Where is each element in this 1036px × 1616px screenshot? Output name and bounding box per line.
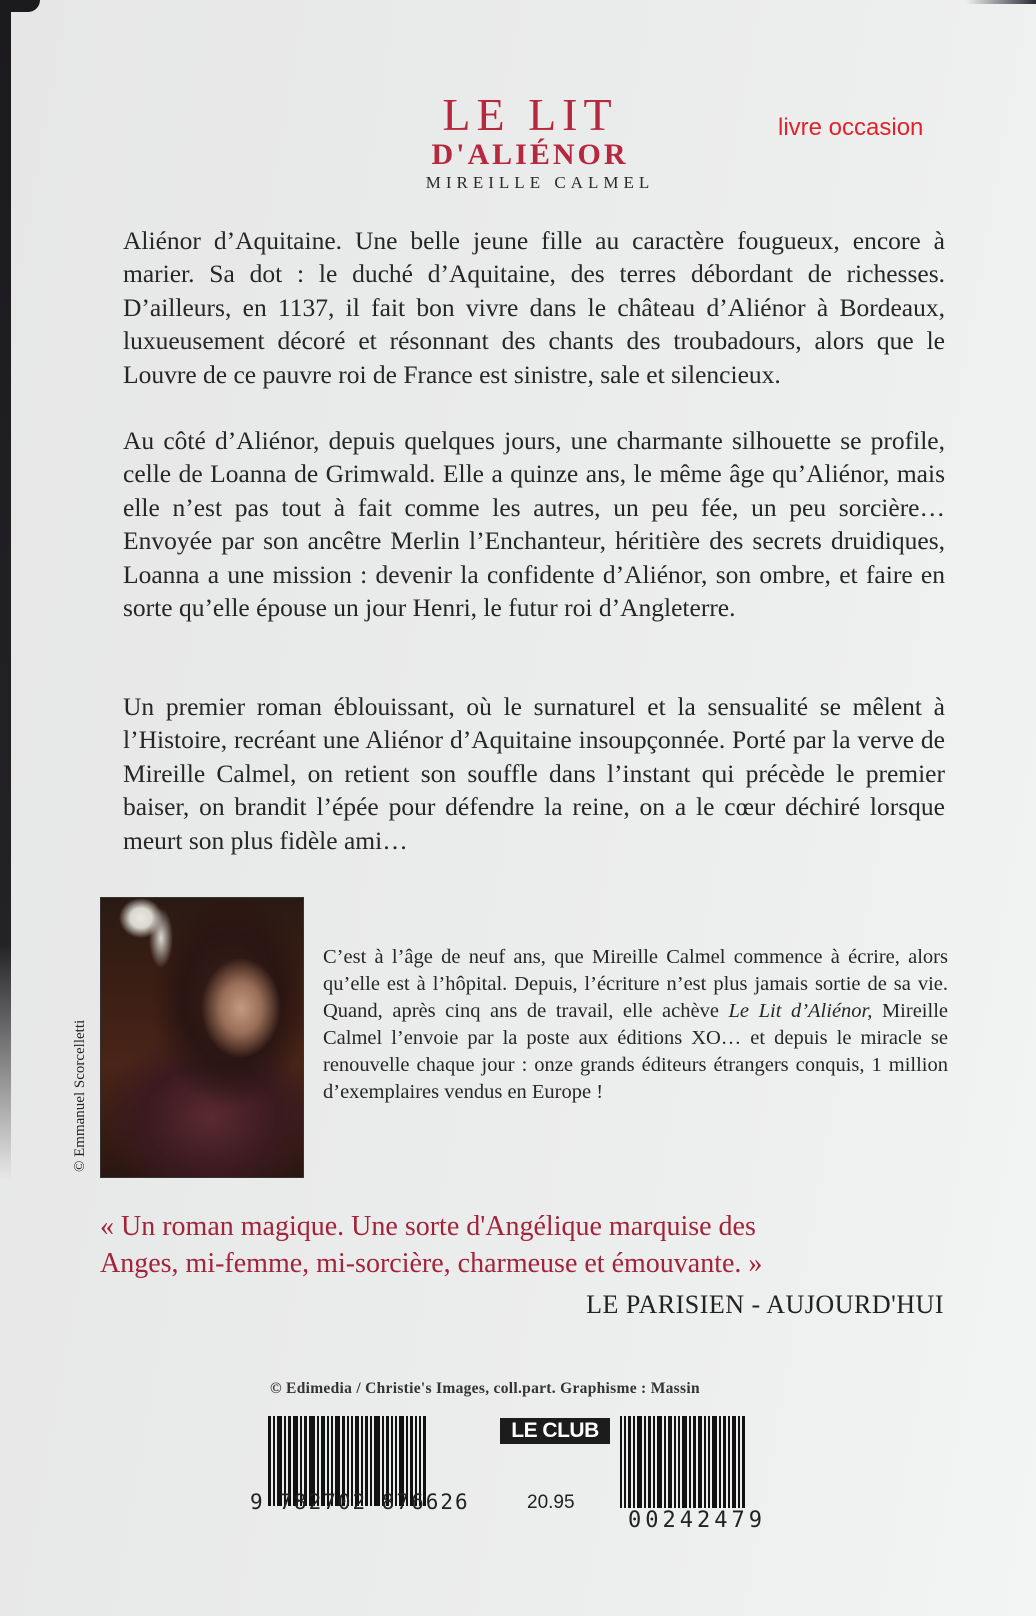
price: 20.95 (527, 1492, 575, 1513)
synopsis-paragraph-2 (123, 424, 945, 624)
title-block (380, 89, 680, 193)
author-name: MIREILLE CALMEL (425, 173, 655, 192)
synopsis-text: Aliénor d’Aquitaine. Une belle jeune fille au caractère fougueux, encore à marier. Sa dot : le duché d’Aquitaine, des terres débordant de richesses. D’ailleurs, en 1137, il fait bon vivre dans le château d’Aliénor à Bordeaux, luxueusement décoré et résonnant des chants des troubadours, alors que le Louvre de ce pauvre roi de France est sinistre, sale et silencieux. (123, 226, 945, 389)
bio-text-before: C’est à l’âge de neuf ans, que Mireille Calmel commence à écrire, alors qu’elle est à l’hôpital. Depuis, l’écriture n’est plus jamais sortie de sa vie. Quand, après cinq ans de travail, elle achève (323, 946, 948, 1022)
bio-book-title: Le Lit d’Aliénor, (728, 1000, 873, 1022)
author-bio-text (323, 944, 948, 1106)
review-source: LE PARISIEN - AUJOURD'HUI (586, 1290, 944, 1319)
photo-credit: © Emmanuel Scorcelletti (72, 1019, 88, 1172)
image-credits: © Edimedia / Christie's Images, coll.part. Graphisme : Massin (270, 1380, 700, 1397)
cover-shadow-edge (0, 0, 11, 1180)
bio-text-after: Mireille Calmel l’envoie par la poste aux éditions XO… et depuis le miracle se renouvelle chaque jour : onze grands éditeurs étrangers conquis, 1 million d’exemplaires vendus en Europe ! (323, 1000, 948, 1103)
product-code-number: 00242479 (628, 1508, 766, 1533)
synopsis-paragraph-1 (123, 224, 945, 391)
cover-corner-shadow (0, 0, 40, 12)
synopsis-text: Au côté d’Aliénor, depuis quelques jours, une charmante silhouette se profile, celle de Loanna de Grimwald. Elle a quinze ans, le même âge qu’Aliénor, mais elle n’est pas tout à fait comme les autres, un peu fée, un peu sorcière… Envoyée par son ancêtre Merlin l’Enchanteur, héritière des secrets druidiques, Loanna a une mission : devenir la confidente d’Aliénor, son ombre, et faire en sorte qu’elle épouse un jour Henri, le futur roi d’Angleterre. (123, 426, 945, 623)
cover-corner-shadow-right (966, 0, 1036, 4)
book-title: LE LIT (442, 89, 618, 140)
publisher-logo: LE CLUB (500, 1418, 610, 1444)
product-barcode (620, 1416, 747, 1508)
author-bio (323, 944, 948, 1106)
author-photo (100, 897, 304, 1178)
isbn-number: 9 782702 876626 (250, 1490, 470, 1514)
synopsis-text: Un premier roman éblouissant, où le surnaturel et la sensualité se mêlent à l’Histoire, recréant une Aliénor d’Aquitaine insoupçonnée. Porté par la verve de Mireille Calmel, on retient son souffle dans l’instant qui précède le premier baiser, on brandit l’épée pour défendre la reine, on a le cœur déchiré lorsque meurt son plus fidèle ami… (123, 692, 945, 855)
review-quote (100, 1208, 950, 1282)
used-book-label: livre occasion (778, 114, 924, 141)
synopsis-paragraph-3 (123, 690, 945, 857)
book-subtitle: D'ALIÉNOR (431, 138, 629, 171)
quote-line-1: « Un roman magique. Une sorte d'Angélique marquise des (100, 1211, 756, 1242)
quote-line-2: Anges, mi-femme, mi-sorcière, charmeuse et émouvante. » (100, 1248, 763, 1279)
